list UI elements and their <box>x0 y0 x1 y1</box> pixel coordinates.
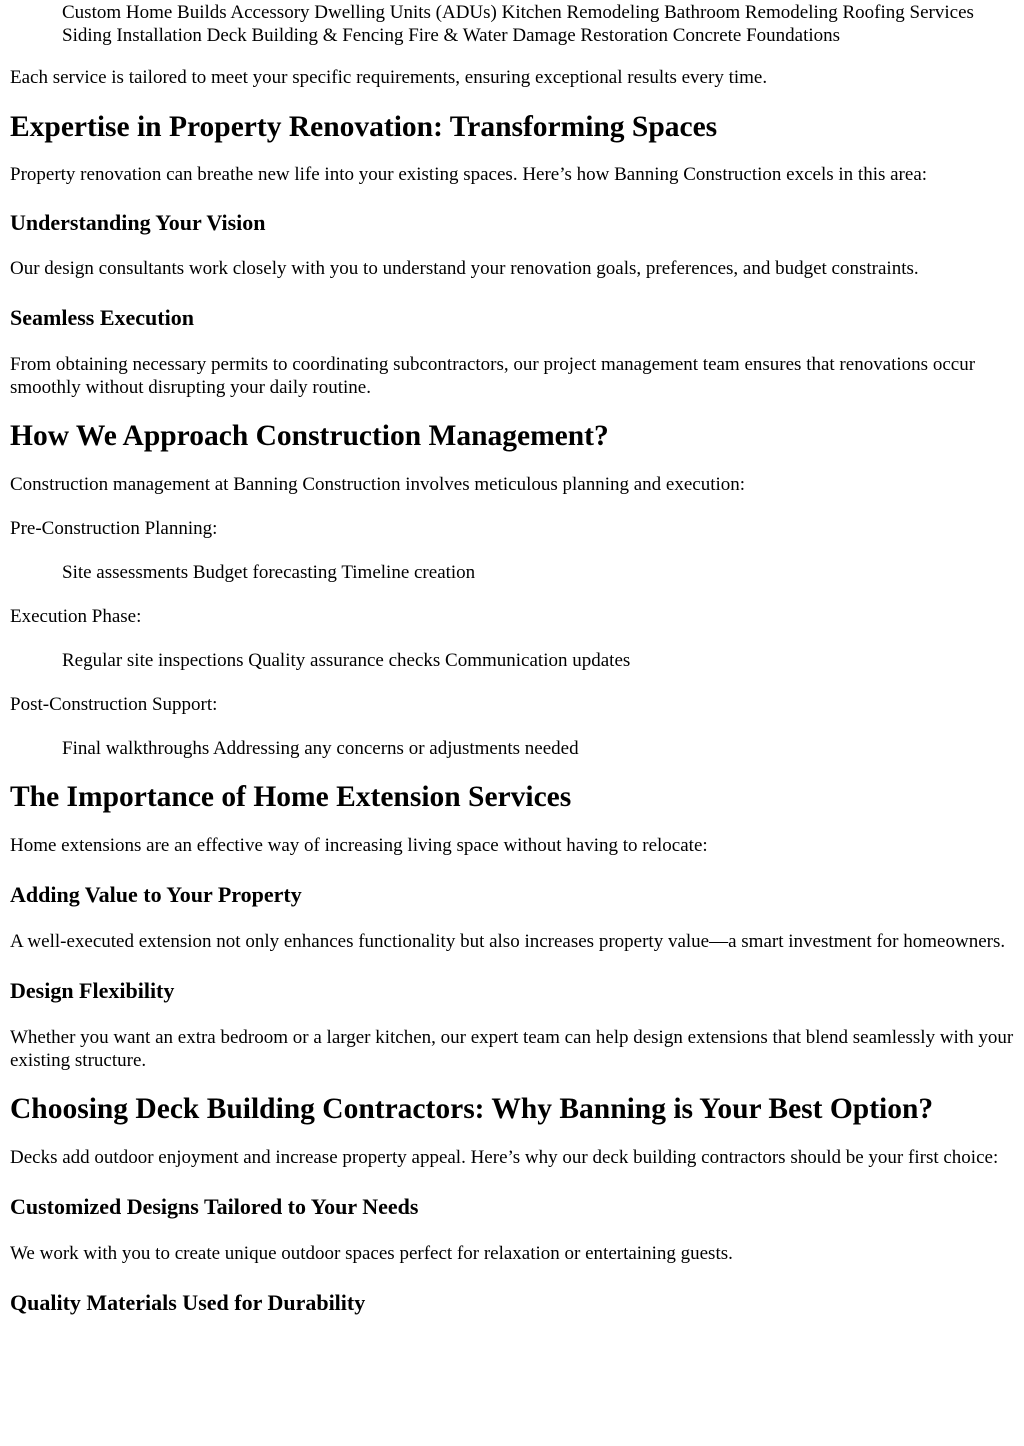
management-intro: Construction management at Banning Construction involves meticulous planning and execution: <box>10 474 746 495</box>
phase-items-pre-construction: Site assessments Budget forecasting Timeline creation <box>62 562 476 583</box>
flex-text: Whether you want an extra bedroom or a larger kitchen, our expert team can help design extensions that blend seamlessly with your existing structure. <box>10 1027 1014 1071</box>
phase-items-post-construction: Final walkthroughs Addressing any concerns or adjustments needed <box>62 738 579 759</box>
deck-heading: Choosing Deck Building Contractors: Why Banning is Your Best Option? <box>10 1093 934 1125</box>
extension-intro: Home extensions are an effective way of increasing living space without having to relocate: <box>10 835 708 856</box>
phase-label-execution: Execution Phase: <box>10 606 142 627</box>
phase-label-pre-construction: Pre-Construction Planning: <box>10 518 218 539</box>
extension-heading: The Importance of Home Extension Services <box>10 781 572 813</box>
custom-designs-text: We work with you to create unique outdoor spaces perfect for relaxation or entertaining guests. <box>10 1243 733 1264</box>
execution-text: From obtaining necessary permits to coordinating subcontractors, our project management team ensures that renovations occur smoothly without disrupting your daily routine. <box>10 354 976 398</box>
vision-text: Our design consultants work closely with you to understand your renovation goals, preferences, and budget constraints. <box>10 258 919 279</box>
services-note: Each service is tailored to meet your specific requirements, ensuring exceptional results every time. <box>10 67 768 88</box>
value-heading: Adding Value to Your Property <box>10 882 302 907</box>
phase-label-post-construction: Post-Construction Support: <box>10 694 218 715</box>
execution-heading: Seamless Execution <box>10 305 194 330</box>
services-list: Custom Home Builds Accessory Dwelling Units (ADUs) Kitchen Remodeling Bathroom Remodeling Roofing Services Siding Installation Deck Building & Fencing Fire & Water Damage Restoration Concrete Foundations <box>62 2 974 46</box>
article-page <box>10 0 1014 1316</box>
value-text: A well-executed extension not only enhances functionality but also increases property value—a smart investment for homeowners. <box>10 931 1006 952</box>
flex-heading: Design Flexibility <box>10 978 175 1003</box>
deck-intro: Decks add outdoor enjoyment and increase property appeal. Here’s why our deck building contractors should be your first choice: <box>10 1147 999 1168</box>
vision-heading: Understanding Your Vision <box>10 210 266 235</box>
materials-heading: Quality Materials Used for Durability <box>10 1290 366 1315</box>
renovation-heading: Expertise in Property Renovation: Transforming Spaces <box>10 111 718 143</box>
renovation-intro: Property renovation can breathe new life into your existing spaces. Here’s how Banning Construction excels in this area: <box>10 164 928 185</box>
custom-designs-heading: Customized Designs Tailored to Your Needs <box>10 1194 419 1219</box>
phase-items-execution: Regular site inspections Quality assurance checks Communication updates <box>62 650 631 671</box>
management-heading: How We Approach Construction Management? <box>10 420 609 452</box>
